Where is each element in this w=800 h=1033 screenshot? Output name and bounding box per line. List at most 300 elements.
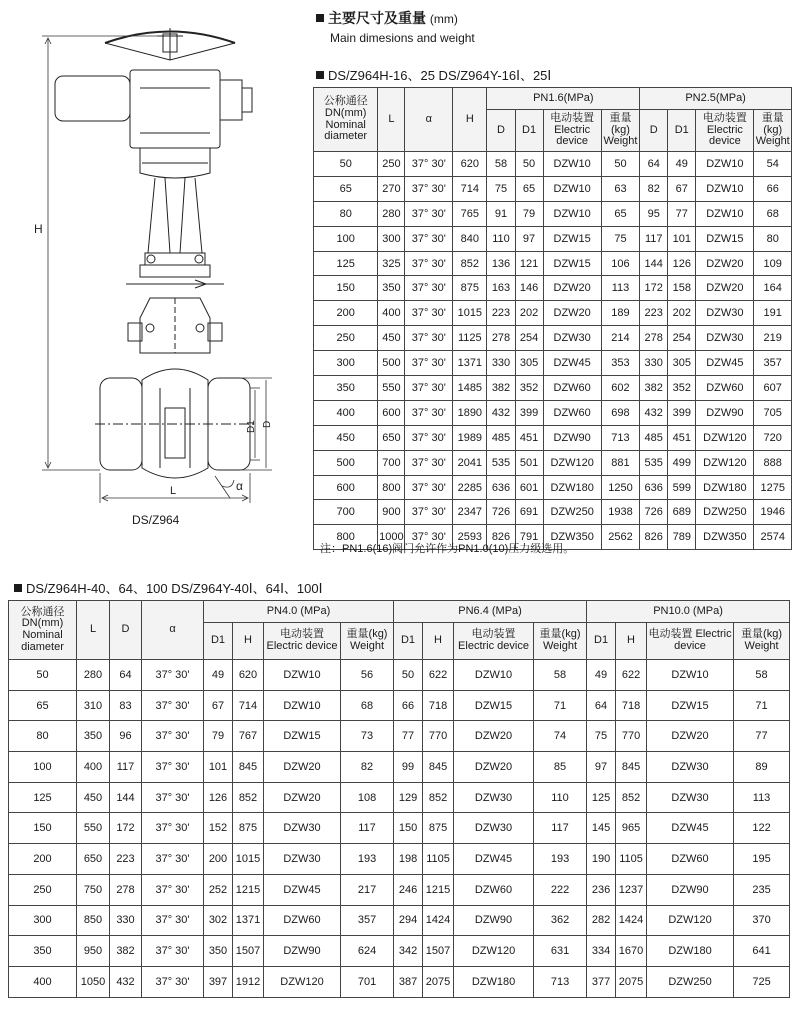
table-cell: 650 [378,425,405,450]
table-cell: 77 [394,721,423,752]
table-cell: 222 [534,874,587,905]
table-cell: 1050 [77,966,110,997]
table-cell: 65 [314,176,378,201]
table-cell: 37° 30' [405,201,453,226]
table-cell: 698 [601,400,639,425]
table-cell: 382 [640,376,668,401]
table-cell: 400 [9,966,77,997]
table-cell: 71 [534,690,587,721]
dimension-lines [42,36,272,503]
table-cell: 278 [110,874,142,905]
table-cell: 377 [587,966,616,997]
table-cell: 110 [534,782,587,813]
table-cell: 718 [423,690,454,721]
table-row [314,201,792,226]
table-cell: DZW10 [454,660,534,691]
header-d: D [110,601,142,660]
table-cell: 330 [110,905,142,936]
table-row [314,425,792,450]
table-cell: DZW20 [696,251,754,276]
table-cell: 2041 [453,450,487,475]
table-cell: DZW10 [696,152,754,177]
table-cell: 150 [394,813,423,844]
table-cell: 714 [233,690,264,721]
table-cell: 599 [668,475,696,500]
section-title [316,8,458,28]
table-cell: 852 [423,782,454,813]
header-weight: 重量(kg) Weight [734,623,790,660]
table-cell: DZW180 [647,936,734,967]
header-device: 电动装置 Electric device [454,623,534,660]
table-cell: 352 [515,376,543,401]
table-cell: 400 [378,301,405,326]
table-cell: DZW10 [647,660,734,691]
table-cell: 691 [515,500,543,525]
table-cell: 37° 30' [142,752,204,783]
header-h: H [616,623,647,660]
table-cell: 800 [314,525,378,550]
table-cell: 485 [640,425,668,450]
table-cell: DZW20 [454,752,534,783]
table-cell: DZW250 [647,966,734,997]
table-cell: 2347 [453,500,487,525]
table-cell: DZW350 [696,525,754,550]
table-row [9,721,790,752]
table-cell: DZW30 [696,326,754,351]
figure-caption: DS/Z964 [132,513,180,527]
table-cell: 80 [9,721,77,752]
table-cell: 852 [616,782,647,813]
table-cell: DZW30 [264,844,341,875]
table-cell: 193 [341,844,394,875]
header-dn: 公称通径 DN(mm) Nominal diameter [9,601,77,660]
table-cell: 500 [378,351,405,376]
table-cell: 1275 [754,475,792,500]
table-cell: 37° 30' [142,690,204,721]
table-cell: DZW60 [543,376,601,401]
table-cell: 254 [668,326,696,351]
table-cell: 136 [487,251,515,276]
table-cell: 350 [204,936,233,967]
table-cell: 950 [77,936,110,967]
table1-title [316,65,551,84]
table-cell: DZW250 [696,500,754,525]
table-cell: 726 [487,500,515,525]
table-row [9,844,790,875]
table-cell: 50 [9,660,77,691]
table-cell: 65 [9,690,77,721]
square-bullet-icon [316,14,324,22]
table-cell: 200 [204,844,233,875]
table-cell: 357 [341,905,394,936]
table-cell: 1507 [233,936,264,967]
table-cell: 1424 [616,905,647,936]
table-cell: 535 [640,450,668,475]
table-pn40-pn64-pn100 [8,600,790,998]
table-note: 注：PN1.6(16)阀门允许作为PN1.0(10)压力级选用。 [320,543,575,555]
table-cell: 66 [394,690,423,721]
table-cell: 106 [601,251,639,276]
table-row [9,936,790,967]
table-cell: DZW30 [696,301,754,326]
table-cell: 37° 30' [405,176,453,201]
table-cell: DZW120 [543,450,601,475]
table-cell: 37° 30' [142,721,204,752]
table-cell: 58 [734,660,790,691]
table-cell: 1215 [423,874,454,905]
table-cell: 280 [77,660,110,691]
table-row [9,782,790,813]
table-cell: 117 [640,226,668,251]
table-cell: 37° 30' [405,351,453,376]
table-cell: 198 [394,844,423,875]
table-cell: 49 [668,152,696,177]
table-cell: 223 [487,301,515,326]
table-row [314,400,792,425]
table-cell: 195 [734,844,790,875]
table-cell: 600 [314,475,378,500]
table-cell: 330 [640,351,668,376]
table-cell: 117 [110,752,142,783]
table-cell: 718 [616,690,647,721]
table-row [314,450,792,475]
table2-body [9,660,790,998]
table-cell: 450 [378,326,405,351]
table-cell: 64 [110,660,142,691]
table-cell: 223 [640,301,668,326]
table-cell: 63 [601,176,639,201]
table-row [9,660,790,691]
header-pn25: PN2.5(MPa) [640,88,792,110]
table-cell: 96 [110,721,142,752]
table-cell: DZW20 [264,782,341,813]
table-cell: 65 [515,176,543,201]
table-cell: DZW60 [454,874,534,905]
table-cell: DZW30 [647,782,734,813]
table-cell: DZW30 [454,813,534,844]
table-cell: 83 [110,690,142,721]
table-cell: 37° 30' [142,660,204,691]
table-cell: 219 [754,326,792,351]
table-cell: 75 [487,176,515,201]
table-cell: 400 [77,752,110,783]
table-cell: 300 [378,226,405,251]
dim-l-label: L [170,485,177,497]
table-cell: 82 [640,176,668,201]
table-cell: DZW10 [543,201,601,226]
table-cell: DZW15 [264,721,341,752]
table-cell: 720 [754,425,792,450]
table-cell: 77 [668,201,696,226]
table-cell: 501 [515,450,543,475]
table-cell: 37° 30' [405,251,453,276]
table-row [9,690,790,721]
table-cell: 126 [668,251,696,276]
table-cell: 37° 30' [405,525,453,550]
table-cell: 49 [204,660,233,691]
table-cell: DZW90 [454,905,534,936]
table-row [314,176,792,201]
dim-alpha-label: α [236,479,243,493]
table-cell: 350 [9,936,77,967]
table-cell: 66 [754,176,792,201]
table-cell: 202 [515,301,543,326]
table-cell: 845 [423,752,454,783]
table-pn16-pn25 [313,87,792,550]
header-d1: D1 [587,623,616,660]
header-device: 电动装置 Electric device [696,110,754,152]
table-cell: 888 [754,450,792,475]
dim-d1-label: D1 [246,420,257,433]
table-cell: DZW10 [696,176,754,201]
table-cell: 164 [754,276,792,301]
table-cell: 144 [110,782,142,813]
table-cell: 50 [394,660,423,691]
table-cell: 330 [487,351,515,376]
table-cell: 1890 [453,400,487,425]
table-cell: 607 [754,376,792,401]
table-cell: 80 [754,226,792,251]
table-cell: 82 [341,752,394,783]
table-cell: 144 [640,251,668,276]
table-cell: DZW15 [647,690,734,721]
table-row [9,813,790,844]
table-cell: 789 [668,525,696,550]
table-cell: 701 [341,966,394,997]
table-cell: 37° 30' [405,226,453,251]
table-cell: 432 [640,400,668,425]
table-cell: 246 [394,874,423,905]
table-cell: 125 [9,782,77,813]
table-cell: 37° 30' [405,301,453,326]
table-cell: DZW20 [543,301,601,326]
header-alpha: α [405,88,453,152]
table-cell: 550 [77,813,110,844]
table-cell: 56 [341,660,394,691]
header-l: L [378,88,405,152]
table-cell: 485 [487,425,515,450]
table-cell: 1912 [233,966,264,997]
table-cell: 302 [204,905,233,936]
table-cell: 223 [110,844,142,875]
table-row [9,905,790,936]
table-cell: 601 [515,475,543,500]
table-cell: 37° 30' [405,400,453,425]
table-cell: 101 [668,226,696,251]
table-cell: 97 [515,226,543,251]
table-row [314,301,792,326]
table-cell: 1371 [453,351,487,376]
table-cell: 37° 30' [142,966,204,997]
table-cell: 50 [515,152,543,177]
table-cell: 122 [734,813,790,844]
header-d1: D1 [394,623,423,660]
header-weight: 重量 (kg) Weight [754,110,792,152]
table-cell: 750 [77,874,110,905]
table2-title-text: DS/Z964H-40、64、100 DS/Z964Y-40Ⅰ、64Ⅰ、100Ⅰ [26,581,323,596]
table-cell: 362 [534,905,587,936]
table-cell: DZW60 [647,844,734,875]
table-cell: 850 [77,905,110,936]
table-cell: DZW10 [264,660,341,691]
table-cell: 350 [314,376,378,401]
table-cell: 100 [314,226,378,251]
table-cell: DZW90 [696,400,754,425]
table-cell: 499 [668,450,696,475]
table-cell: 280 [378,201,405,226]
table-cell: 37° 30' [142,844,204,875]
table-cell: 1507 [423,936,454,967]
table-cell: DZW90 [647,874,734,905]
table-cell: DZW60 [543,400,601,425]
table-cell: 535 [487,450,515,475]
header-weight: 重量(kg) Weight [534,623,587,660]
table-cell: 189 [601,301,639,326]
table-cell: 305 [515,351,543,376]
table-cell: 2285 [453,475,487,500]
table-cell: 117 [534,813,587,844]
table-cell: 1105 [423,844,454,875]
header-device: 电动装置 Electric device [647,623,734,660]
table-cell: 37° 30' [405,376,453,401]
table-cell: 252 [204,874,233,905]
table-cell: DZW20 [696,276,754,301]
table-cell: 250 [314,326,378,351]
table-row [9,752,790,783]
table-cell: 191 [754,301,792,326]
table-cell: 432 [487,400,515,425]
bonnet-icon [128,298,222,353]
table-cell: DZW350 [543,525,601,550]
table-cell: 145 [587,813,616,844]
table-cell: 1105 [616,844,647,875]
table-cell: DZW45 [543,351,601,376]
table-cell: 278 [640,326,668,351]
table-cell: 450 [77,782,110,813]
table-cell: 397 [204,966,233,997]
table-cell: 1215 [233,874,264,905]
table-cell: DZW45 [647,813,734,844]
table-cell: 37° 30' [142,782,204,813]
table-cell: 622 [423,660,454,691]
table-cell: 300 [9,905,77,936]
table-cell: 37° 30' [405,500,453,525]
table-cell: 37° 30' [142,874,204,905]
table-cell: 352 [668,376,696,401]
table-cell: 163 [487,276,515,301]
table-cell: DZW20 [543,276,601,301]
table-cell: 620 [233,660,264,691]
header-pn100: PN10.0 (MPa) [587,601,790,623]
table-cell: 37° 30' [142,905,204,936]
table-row [314,276,792,301]
table-cell: 100 [9,752,77,783]
table-cell: 713 [534,966,587,997]
header-l: L [77,601,110,660]
table-cell: 89 [734,752,790,783]
table-cell: 95 [640,201,668,226]
table-cell: 97 [587,752,616,783]
table-cell: DZW15 [543,226,601,251]
table-cell: 37° 30' [405,450,453,475]
table-cell: 2075 [616,966,647,997]
table-cell: 700 [378,450,405,475]
header-d: D [640,110,668,152]
table-cell: 202 [668,301,696,326]
header-device: 电动装置 Electric device [543,110,601,152]
table-cell: 725 [734,966,790,997]
header-h: H [233,623,264,660]
table-cell: 77 [734,721,790,752]
header-d1: D1 [204,623,233,660]
table-cell: 250 [9,874,77,905]
table-cell: 636 [487,475,515,500]
table-cell: 770 [423,721,454,752]
table-cell: 620 [453,152,487,177]
table-cell: 713 [601,425,639,450]
table-cell: 37° 30' [405,425,453,450]
table-cell: 172 [640,276,668,301]
table-cell: 1371 [233,905,264,936]
table-cell: 622 [616,660,647,691]
table1-title-text: DS/Z964H-16、25 DS/Z964Y-16Ⅰ、25Ⅰ [328,68,552,83]
electric-actuator-icon [55,70,252,178]
table-row [9,874,790,905]
table-cell: DZW180 [543,475,601,500]
table-cell: 250 [378,152,405,177]
table-cell: 110 [487,226,515,251]
header-h: H [423,623,454,660]
table-cell: 126 [204,782,233,813]
table-cell: 37° 30' [405,152,453,177]
table-cell: DZW180 [454,966,534,997]
table-cell: DZW250 [543,500,601,525]
table-row [314,226,792,251]
table-cell: 800 [378,475,405,500]
table-cell: 875 [233,813,264,844]
table-cell: 705 [754,400,792,425]
header-d1: D1 [668,110,696,152]
table-cell: 1670 [616,936,647,967]
table-cell: 146 [515,276,543,301]
table-cell: 1015 [233,844,264,875]
dim-d-label: D [262,420,273,428]
table-cell: 900 [378,500,405,525]
table-cell: 765 [453,201,487,226]
table-cell: 353 [601,351,639,376]
header-device: 电动装置 Electric device [264,623,341,660]
table-cell: 1946 [754,500,792,525]
table-cell: DZW120 [696,425,754,450]
table-cell: 190 [587,844,616,875]
table-row [9,966,790,997]
table-cell: 75 [601,226,639,251]
table-cell: 152 [204,813,233,844]
section-title-unit: (mm) [429,12,458,26]
dim-h-label: H [34,222,43,236]
table-cell: DZW30 [454,782,534,813]
section-title-en: Main dimesions and weight [330,31,475,45]
table-cell: 58 [534,660,587,691]
table-cell: 2593 [453,525,487,550]
table-cell: 121 [515,251,543,276]
table-cell: 852 [233,782,264,813]
table-cell: 432 [110,966,142,997]
table-cell: 826 [640,525,668,550]
table-cell: 451 [668,425,696,450]
table-cell: 305 [668,351,696,376]
table-cell: 714 [453,176,487,201]
